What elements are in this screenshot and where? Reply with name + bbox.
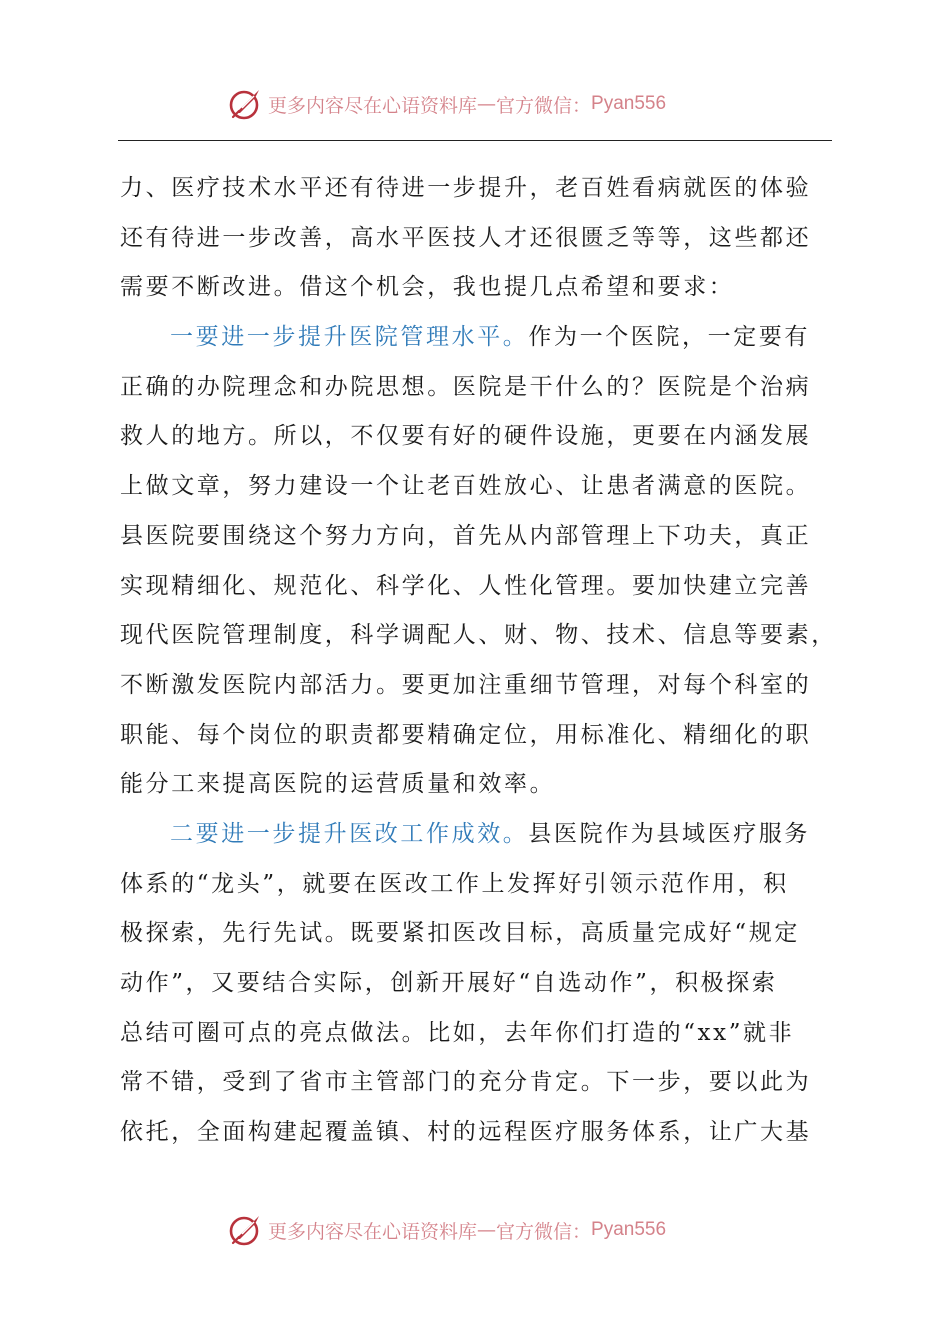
section2-first-line <box>120 810 836 860</box>
section1-line: 县医院要围绕这个努力方向，首先从内部管理上下功夫，真正 <box>120 522 812 549</box>
header-divider <box>118 140 832 141</box>
section1-line: 现代医院管理制度，科学调配人、财、物、技术、信息等要素， <box>120 622 837 649</box>
watermark-separator: — <box>477 93 497 115</box>
section1-first-line <box>120 313 836 363</box>
watermark-official: 官方微信： <box>496 94 592 117</box>
section1-heading: 一要进一步提升医院管理水平。 <box>170 324 529 351</box>
section1-line: 职能、每个岗位的职责都要精确定位，用标准化、精细化的职 <box>120 721 812 748</box>
section2-heading: 二要进一步提升医改工作成效。 <box>170 820 529 847</box>
section1-line: 正确的办院理念和办院思想。医院是干什么的？医院是个治病 <box>120 373 812 400</box>
header-watermark <box>228 84 666 124</box>
section1-line: 能分工来提高医院的运营质量和效率。 <box>120 771 556 798</box>
section2-line: 总结可圈可点的亮点做法。比如，去年你们打造的“xx”就非 <box>120 1019 795 1046</box>
section2-line: 依托，全面构建起覆盖镇、村的远程医疗服务体系，让广大基 <box>120 1119 812 1146</box>
section1-line: 不断激发医院内部活力。要更加注重细节管理，对每个科室的 <box>120 671 812 698</box>
section2-line: 动作”，又要结合实际，创新开展好“自选动作”，积极探索 <box>120 970 778 996</box>
footer-watermark <box>228 1210 666 1250</box>
watermark-official: 官方微信： <box>496 1220 592 1243</box>
body-line: 还有待进一步改善，高水平医技人才还很匮乏等等，这些都还 <box>120 224 812 251</box>
section2-first-line-rest: 县医院作为县域医疗服务 <box>528 820 811 847</box>
quill-pen-logo-icon <box>228 86 264 122</box>
document-body <box>120 164 836 1158</box>
section1-first-line-rest: 作为一个医院，一定要有 <box>528 324 811 351</box>
watermark-handle: Pyan556 <box>591 1219 667 1240</box>
body-line: 需要不断改进。借这个机会，我也提几点希望和要求： <box>120 274 735 301</box>
watermark-handle: Pyan556 <box>591 93 667 114</box>
section1-line: 上做文章，努力建设一个让老百姓放心、让患者满意的医院。 <box>120 473 812 500</box>
watermark-brand: 更多内容尽在心语资料库 <box>268 94 478 117</box>
section2-line: 极探索，先行先试。既要紧扣医改目标，高质量完成好“规定 <box>120 920 800 947</box>
section2-line: 常不错，受到了省市主管部门的充分肯定。下一步，要以此为 <box>120 1069 812 1096</box>
body-line: 力、医疗技术水平还有待进一步提升，老百姓看病就医的体验 <box>120 175 812 201</box>
quill-pen-logo-icon <box>228 1212 264 1248</box>
section1-line: 实现精细化、规范化、科学化、人性化管理。要加快建立完善 <box>120 572 812 599</box>
section1-line: 救人的地方。所以，不仅要有好的硬件设施，更要在内涵发展 <box>120 423 812 450</box>
watermark-brand: 更多内容尽在心语资料库 <box>268 1220 478 1243</box>
watermark-separator: — <box>477 1219 497 1241</box>
section2-line: 体系的“龙头”，就要在医改工作上发挥好引领示范作用，积 <box>120 870 789 897</box>
